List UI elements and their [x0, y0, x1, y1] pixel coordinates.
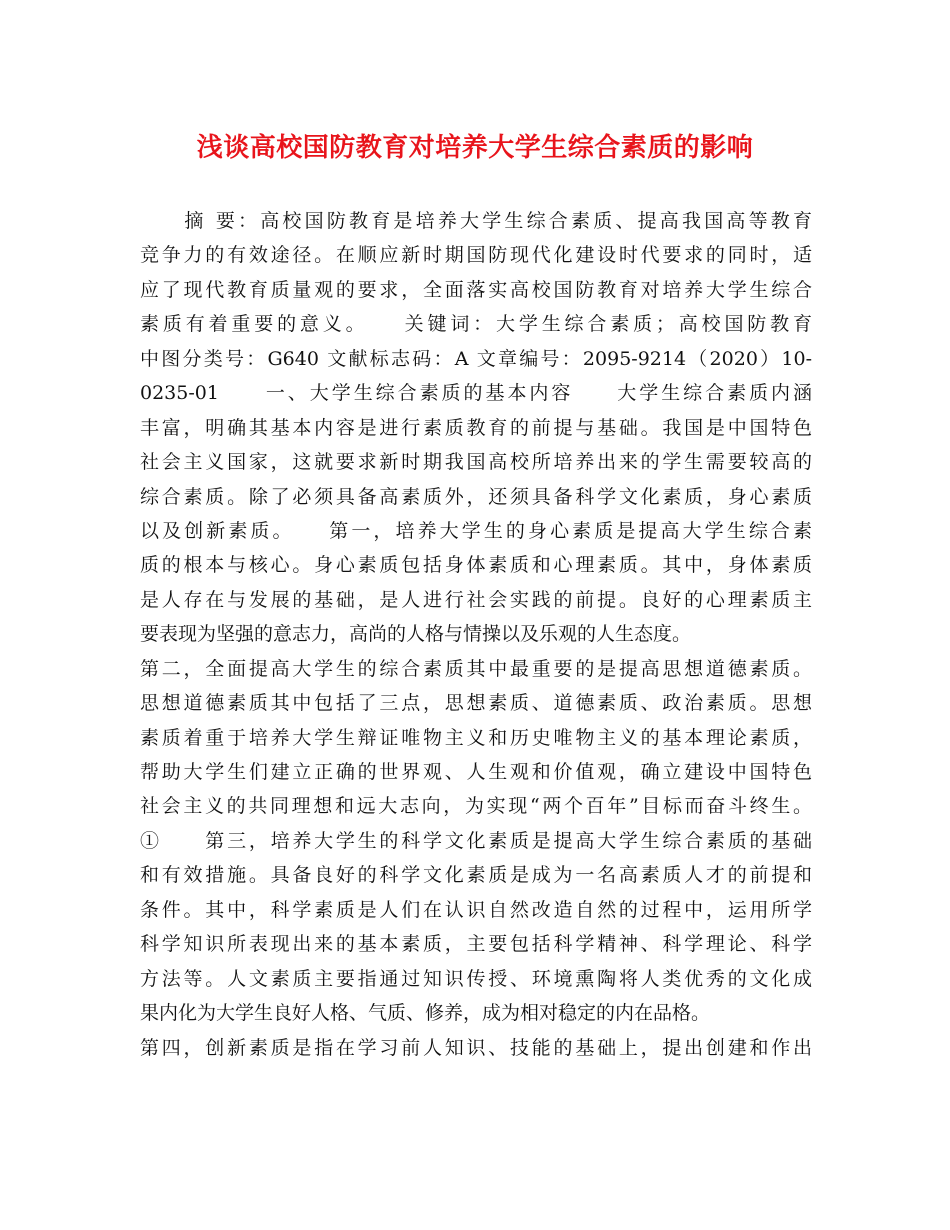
body-line: 质的根本与核心。身心素质包括身体素质和心理素质。其中，身体素质	[140, 554, 812, 577]
document-body	[140, 204, 812, 1065]
body-line: 条件。其中，科学素质是人们在认识自然改造自然的过程中，运用所学	[140, 898, 812, 921]
body-line: 第四，创新素质是指在学习前人知识、技能的基础上，提出创建和作出	[140, 1036, 812, 1059]
body-line: 是人存在与发展的基础，是人进行社会实践的前提。良好的心理素质主	[140, 588, 812, 611]
body-line: 科学知识所表现出来的基本素质，主要包括科学精神、科学理论、科学	[140, 933, 812, 956]
body-line: 素质有着重要的意义。 关键词：大学生综合素质；高校国防教育	[140, 313, 812, 336]
body-line: 0235-01 一、大学生综合素质的基本内容 大学生综合素质内涵	[140, 382, 812, 405]
body-line: 应了现代教育质量观的要求，全面落实高校国防教育对培养大学生综合	[140, 278, 812, 301]
body-line: 思想道德素质其中包括了三点，思想素质、道德素质、政治素质。思想	[140, 692, 812, 715]
body-line: 社会主义国家，这就要求新时期我国高校所培养出来的学生需要较高的	[140, 451, 812, 474]
body-line: ① 第三，培养大学生的科学文化素质是提高大学生综合素质的基础	[140, 829, 812, 852]
body-line: 第二，全面提高大学生的综合素质其中最重要的是提高思想道德素质。	[140, 657, 812, 680]
body-line: 方法等。人文素质主要指通过知识传授、环境熏陶将人类优秀的文化成	[140, 967, 812, 990]
body-line: 素质着重于培养大学生辩证唯物主义和历史唯物主义的基本理论素质，	[140, 726, 812, 749]
body-line: 摘 要：高校国防教育是培养大学生综合素质、提高我国高等教育	[140, 210, 812, 232]
body-line: 丰富，明确其基本内容是进行素质教育的前提与基础。我国是中国特色	[140, 416, 812, 439]
body-line: 要表现为坚强的意志力，高尚的人格与情操以及乐观的人生态度。	[140, 623, 692, 646]
body-line: 以及创新素质。 第一，培养大学生的身心素质是提高大学生综合素	[140, 519, 812, 542]
body-line: 中图分类号：G640 文献标志码：A 文章编号：2095-9214（2020）10-	[140, 347, 812, 370]
body-line: 综合素质。除了必须具备高素质外，还须具备科学文化素质，身心素质	[140, 485, 812, 508]
body-line: 果内化为大学生良好人格、气质、修养，成为相对稳定的内在品格。	[140, 1002, 711, 1025]
body-line: 竞争力的有效途径。在顺应新时期国防现代化建设时代要求的同时，适	[140, 244, 812, 267]
body-line: 社会主义的共同理想和远大志向，为实现“两个百年”目标而奋斗终生。	[140, 795, 812, 818]
body-line: 帮助大学生们建立正确的世界观、人生观和价值观，确立建设中国特色	[140, 761, 812, 783]
body-line: 和有效措施。具备良好的科学文化素质是成为一名高素质人才的前提和	[140, 864, 812, 887]
document-title: 浅谈高校国防教育对培养大学生综合素质的影响	[196, 133, 754, 163]
